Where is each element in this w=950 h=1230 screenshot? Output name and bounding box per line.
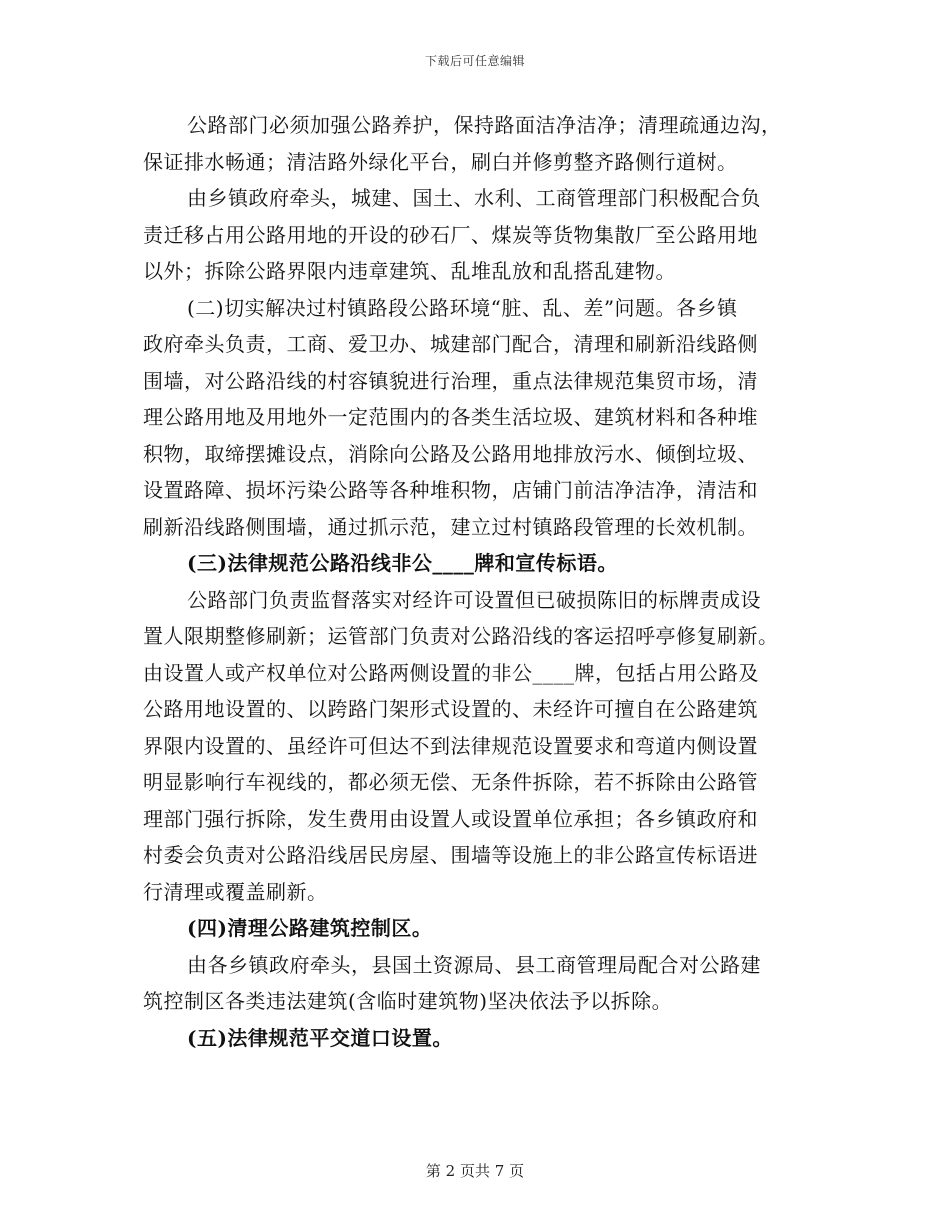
paragraph-line: 围墙，对公路沿线的村容镇貌进行治理，重点法律规范集贸市场，清 — [143, 368, 758, 393]
paragraph-line: 理部门强行拆除，发生费用由设置人或设置单位承担；各乡镇政府和 — [143, 806, 758, 831]
paragraph-line: 界限内设置的、虽经许可但达不到法律规范设置要求和弯道内侧设置 — [143, 733, 758, 758]
paragraph-line: 置人限期整修刷新；运管部门负责对公路沿线的客运招呼亭修复刷新。 — [143, 624, 779, 648]
section-heading-line: (三)法律规范公路沿线非公____牌和宣传标语。 — [187, 551, 618, 575]
paragraph-line: (二)切实解决过村镇路段公路环境“脏、乱、差”问题。各乡镇 — [187, 295, 738, 320]
paragraph-line: 理公路用地及用地外一定范围内的各类生活垃圾、建筑材料和各种堆 — [143, 405, 758, 429]
paragraph-line: 行清理或覆盖刷新。 — [143, 879, 328, 904]
page-footer: 第 2 页共 7 页 — [425, 1162, 525, 1180]
paragraph-line: 公路用地设置的、以跨路门架形式设置的、未经许可擅自在公路建筑 — [143, 697, 758, 721]
paragraph-line: 村委会负责对公路沿线居民房屋、围墙等设施上的非公路宣传标语进 — [143, 843, 758, 867]
document-body — [143, 107, 809, 1056]
paragraph-line: 公路部门必须加强公路养护，保持路面洁净洁净；清理疏通边沟， — [187, 113, 782, 137]
paragraph-line: 政府牵头负责，工商、爱卫办、城建部门配合，清理和刷新沿线路侧 — [143, 332, 758, 356]
paragraph-line: 筑控制区各类违法建筑(含临时建筑物)坚决依法予以拆除。 — [143, 989, 673, 1013]
paragraph-line: 由各乡镇政府牵头，县国土资源局、县工商管理局配合对公路建 — [187, 952, 761, 977]
paragraph-line: 以外；拆除公路界限内违章建筑、乱堆乱放和乱搭乱建物。 — [143, 259, 676, 283]
section-heading-line: (五)法律规范平交道口设置。 — [187, 1025, 453, 1050]
paragraph-line: 设置路障、损坏污染公路等各种堆积物，店铺门前洁净洁净，清洁和 — [143, 478, 758, 502]
paragraph-line: 责迁移占用公路用地的开设的砂石厂、煤炭等货物集散厂至公路用地 — [143, 222, 758, 247]
page-header: 下载后可任意编辑 — [424, 54, 525, 68]
paragraph-line: 积物，取缔摆摊设点，消除向公路及公路用地排放污水、倾倒垃圾、 — [143, 441, 758, 466]
paragraph-line: 保证排水畅通；清洁路外绿化平台，刷白并修剪整齐路侧行道树。 — [143, 149, 738, 174]
paragraph-line: 刷新沿线路侧围墙，通过抓示范，建立过村镇路段管理的长效机制。 — [143, 514, 758, 539]
section-heading-line: (四)清理公路建筑控制区。 — [187, 916, 433, 940]
paragraph-line: 明显影响行车视线的，都必须无偿、无条件拆除，若不拆除由公路管 — [143, 770, 758, 794]
paragraph-line: 由设置人或产权单位对公路两侧设置的非公____牌，包括占用公路及 — [143, 660, 759, 685]
paragraph-line: 公路部门负责监督落实对经许可设置但已破损陈旧的标牌责成设 — [187, 587, 761, 612]
paragraph-line: 由乡镇政府牵头，城建、国土、水利、工商管理部门积极配合负 — [187, 186, 761, 210]
